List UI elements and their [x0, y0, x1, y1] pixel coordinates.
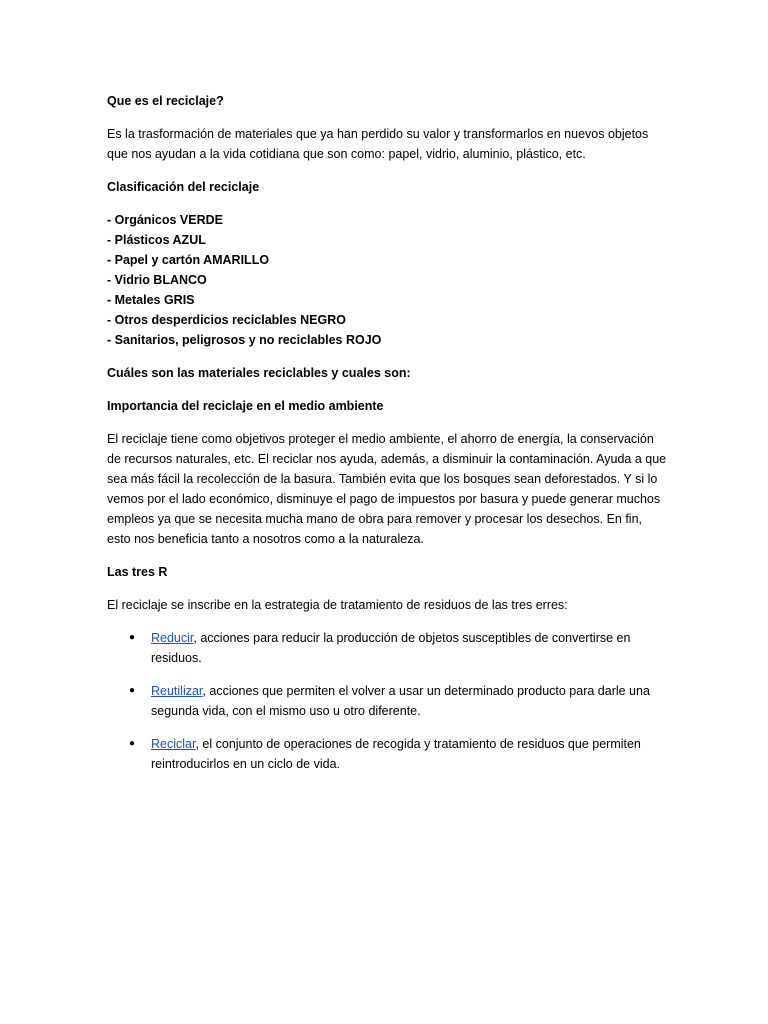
bullet-icon: ●	[129, 685, 136, 696]
classification-item: - Plásticos AZUL	[107, 233, 206, 247]
three-r-list	[107, 628, 667, 774]
reutilizar-link[interactable]: Reutilizar	[151, 684, 203, 698]
classification-item: - Orgánicos VERDE	[107, 213, 223, 227]
bullet-icon: ●	[129, 738, 136, 749]
reciclar-link[interactable]: Reciclar	[151, 737, 196, 751]
importance-heading: Importancia del reciclaje en el medio ambiente	[107, 399, 384, 413]
classification-item: - Otros desperdicios reciclables NEGRO	[107, 313, 346, 327]
bullet-icon: ●	[129, 632, 136, 643]
list-item	[107, 628, 667, 668]
importance-paragraph: El reciclaje tiene como objetivos proteger el medio ambiente, el ahorro de energía, la conservación de recursos naturales, etc. El reciclar nos ayuda, además, a disminuir la contaminación. Ayuda a que sea más fácil la recolección de la basura. También evita que los bosques sean deforestados. Y si lo vemos por el lado económico, disminuye el pago de impuestos por basura y puede generar muchos empleos ya que se necesita mucha mano de obra para remover y procesar los desechos. En fin, esto nos beneficia tanto a nosotros como a la naturaleza.	[107, 432, 667, 546]
three-r-heading: Las tres R	[107, 565, 168, 579]
reutilizar-description: , acciones que permiten el volver a usar un determinado producto para darle una segunda vida, con el mismo uso u otro diferente.	[151, 684, 650, 718]
document-page	[107, 91, 667, 787]
reciclar-description: , el conjunto de operaciones de recogida y tratamiento de residuos que permiten reintroducirlos en un ciclo de vida.	[151, 737, 641, 771]
reducir-link[interactable]: Reducir	[151, 631, 194, 645]
list-item	[107, 734, 667, 774]
classification-item: - Sanitarios, peligrosos y no reciclables ROJO	[107, 333, 382, 347]
materials-heading: Cuáles son las materiales reciclables y cuales son:	[107, 366, 411, 380]
intro-paragraph: Es la trasformación de materiales que ya han perdido su valor y transformarlos en nuevos objetos que nos ayudan a la vida cotidiana que son como: papel, vidrio, aluminio, plástico, etc.	[107, 127, 649, 161]
list-item	[107, 681, 667, 721]
classification-item: - Papel y cartón AMARILLO	[107, 253, 270, 267]
reducir-description: , acciones para reducir la producción de objetos susceptibles de convertirse en residuos.	[151, 631, 631, 665]
page-title: Que es el reciclaje?	[107, 94, 224, 108]
classification-item: - Vidrio BLANCO	[107, 273, 207, 287]
classification-item: - Metales GRIS	[107, 293, 195, 307]
classification-heading: Clasificación del reciclaje	[107, 180, 260, 194]
three-r-intro: El reciclaje se inscribe en la estrategia de tratamiento de residuos de las tres erres:	[107, 598, 568, 612]
classification-list	[107, 210, 667, 350]
